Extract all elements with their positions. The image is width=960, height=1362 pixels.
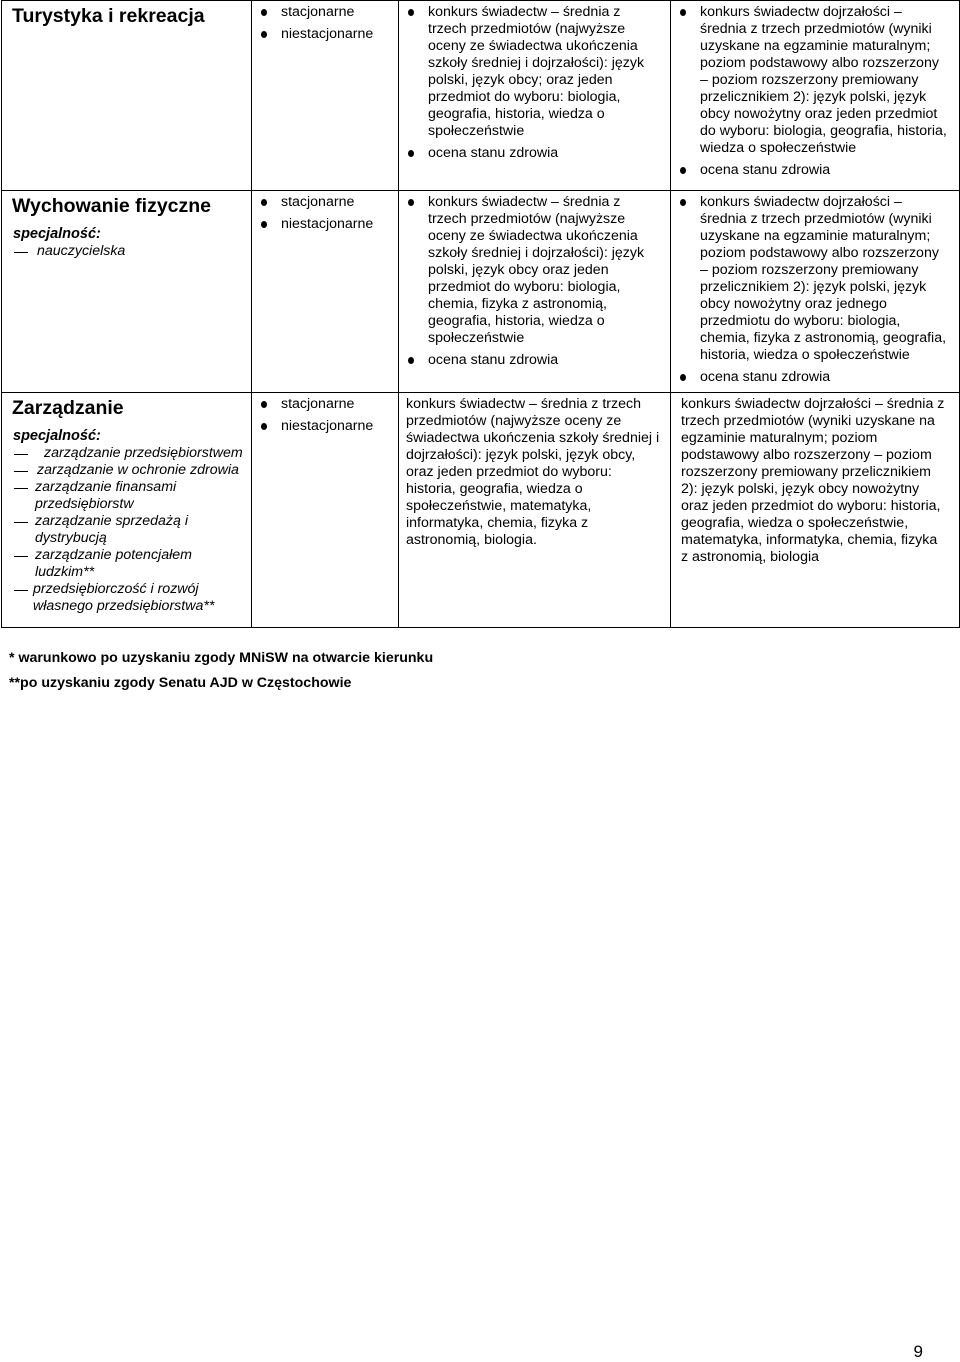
list-item: stacjonarne	[258, 4, 392, 21]
footnote: **po uzyskaniu zgody Senatu AJD w Częstochowie	[9, 675, 352, 691]
footnotes	[9, 646, 433, 696]
criteria-text: konkurs świadectw – średnia z trzech przedmiotów (najwyższe oceny ze świadectwa ukończenia szkoły średniej i dojrzałości): język polski, język obcy, oraz jeden przedmiot do wyboru: historia, geografia, wiedza o społeczeństwie, matematyka, informatyka, chemia, fizyka z astronomią, biologia.	[406, 396, 660, 548]
list-item: niestacjonarne	[258, 26, 392, 43]
specialization-label: specjalność:	[13, 226, 101, 242]
old-matura-criteria-cell	[399, 1, 671, 191]
list-item: zarządzanie potencjałem ludzkim**	[8, 547, 245, 581]
list-item: ocena stanu zdrowia	[405, 145, 654, 162]
field-name-cell	[2, 191, 252, 393]
list-item: stacjonarne	[258, 396, 392, 413]
table-row	[2, 393, 960, 628]
list-item: ocena stanu zdrowia	[405, 352, 654, 369]
field-name: Turystyka i rekreacja	[12, 5, 205, 27]
specialization-list	[8, 243, 245, 260]
specialization-list	[8, 445, 245, 615]
field-name: Wychowanie fizyczne	[12, 195, 212, 217]
footnote: * warunkowo po uzyskaniu zgody MNiSW na otwarcie kierunku	[9, 650, 434, 666]
criteria-text: konkurs świadectw dojrzałości – średnia z trzech przedmiotów (wyniki uzyskane na egzaminie maturalnym; poziom podstawowy albo rozszerzony – poziom rozszerzony premiowany przelicznikiem 2): język polski, język obcy nowożytny oraz jeden przedmiot do wyboru: historia, geografia, wiedza o społeczeństwie, matematyka, informatyka, chemia, fizyka z astronomią, biologia	[681, 396, 945, 565]
study-modes-list	[258, 4, 392, 43]
criteria-list	[677, 4, 947, 179]
study-modes-list	[258, 194, 392, 233]
list-item: konkurs świadectw – średnia z trzech przedmiotów (najwyższe oceny ze świadectwa ukończenia szkoły średniej i dojrzałości): język polski, język obcy oraz jeden przedmiot do wyboru: biologia, chemia, fizyka z astronomią, geografia, historia, wiedza o społeczeństwie	[405, 194, 654, 347]
criteria-list	[405, 4, 654, 162]
field-name-cell	[2, 393, 252, 628]
criteria-list	[405, 194, 654, 369]
admission-table	[1, 0, 960, 628]
new-matura-criteria-cell	[671, 1, 960, 191]
list-item: stacjonarne	[258, 194, 392, 211]
table-row	[2, 1, 960, 191]
study-modes-list	[258, 396, 392, 435]
list-item: zarządzanie przedsiębiorstwem	[8, 445, 245, 462]
criteria-list	[677, 194, 947, 386]
list-item: konkurs świadectw – średnia z trzech przedmiotów (najwyższe oceny ze świadectwa ukończenia szkoły średniej i dojrzałości): język polski, język obcy; oraz jeden przedmiot do wyboru: biologia, geografia, historia, wiedza o społeczeństwie	[405, 4, 654, 140]
field-name: Zarządzanie	[12, 397, 124, 419]
old-matura-criteria-cell	[399, 191, 671, 393]
page-number: 9	[913, 1342, 923, 1361]
new-matura-criteria-cell	[671, 191, 960, 393]
list-item: przedsiębiorczość i rozwój własnego przedsiębiorstwa**	[8, 581, 245, 615]
specialization-label: specjalność:	[13, 428, 101, 444]
field-name-cell	[2, 1, 252, 191]
list-item: konkurs świadectw dojrzałości – średnia z trzech przedmiotów (wyniki uzyskane na egzaminie maturalnym; poziom podstawowy albo rozszerzony – poziom rozszerzony premiowany przelicznikiem 2): język polski, język obcy nowożytny oraz jednego przedmiotu do wyboru: biologia, chemia, fizyka z astronomią, geografia, historia, wiedza o społeczeństwie	[677, 194, 947, 364]
list-item: zarządzanie finansami przedsiębiorstw	[8, 479, 245, 513]
list-item: zarządzanie sprzedażą i dystrybucją	[8, 513, 245, 547]
table-row	[2, 191, 960, 393]
old-matura-criteria-cell	[399, 393, 671, 628]
list-item: nauczycielska	[8, 243, 245, 260]
list-item: niestacjonarne	[258, 216, 392, 233]
list-item: konkurs świadectw dojrzałości – średnia z trzech przedmiotów (wyniki uzyskane na egzaminie maturalnym; poziom podstawowy albo rozszerzony – poziom rozszerzony premiowany przelicznikiem 2): język polski, język obcy nowożytny oraz jeden przedmiot do wyboru: biologia, geografia, historia, wiedza o społeczeństwie	[677, 4, 947, 157]
study-modes-cell	[252, 1, 399, 191]
study-modes-cell	[252, 191, 399, 393]
study-modes-cell	[252, 393, 399, 628]
list-item: niestacjonarne	[258, 418, 392, 435]
new-matura-criteria-cell	[671, 393, 960, 628]
list-item: ocena stanu zdrowia	[677, 369, 947, 386]
list-item: zarządzanie w ochronie zdrowia	[8, 462, 245, 479]
list-item: ocena stanu zdrowia	[677, 162, 947, 179]
